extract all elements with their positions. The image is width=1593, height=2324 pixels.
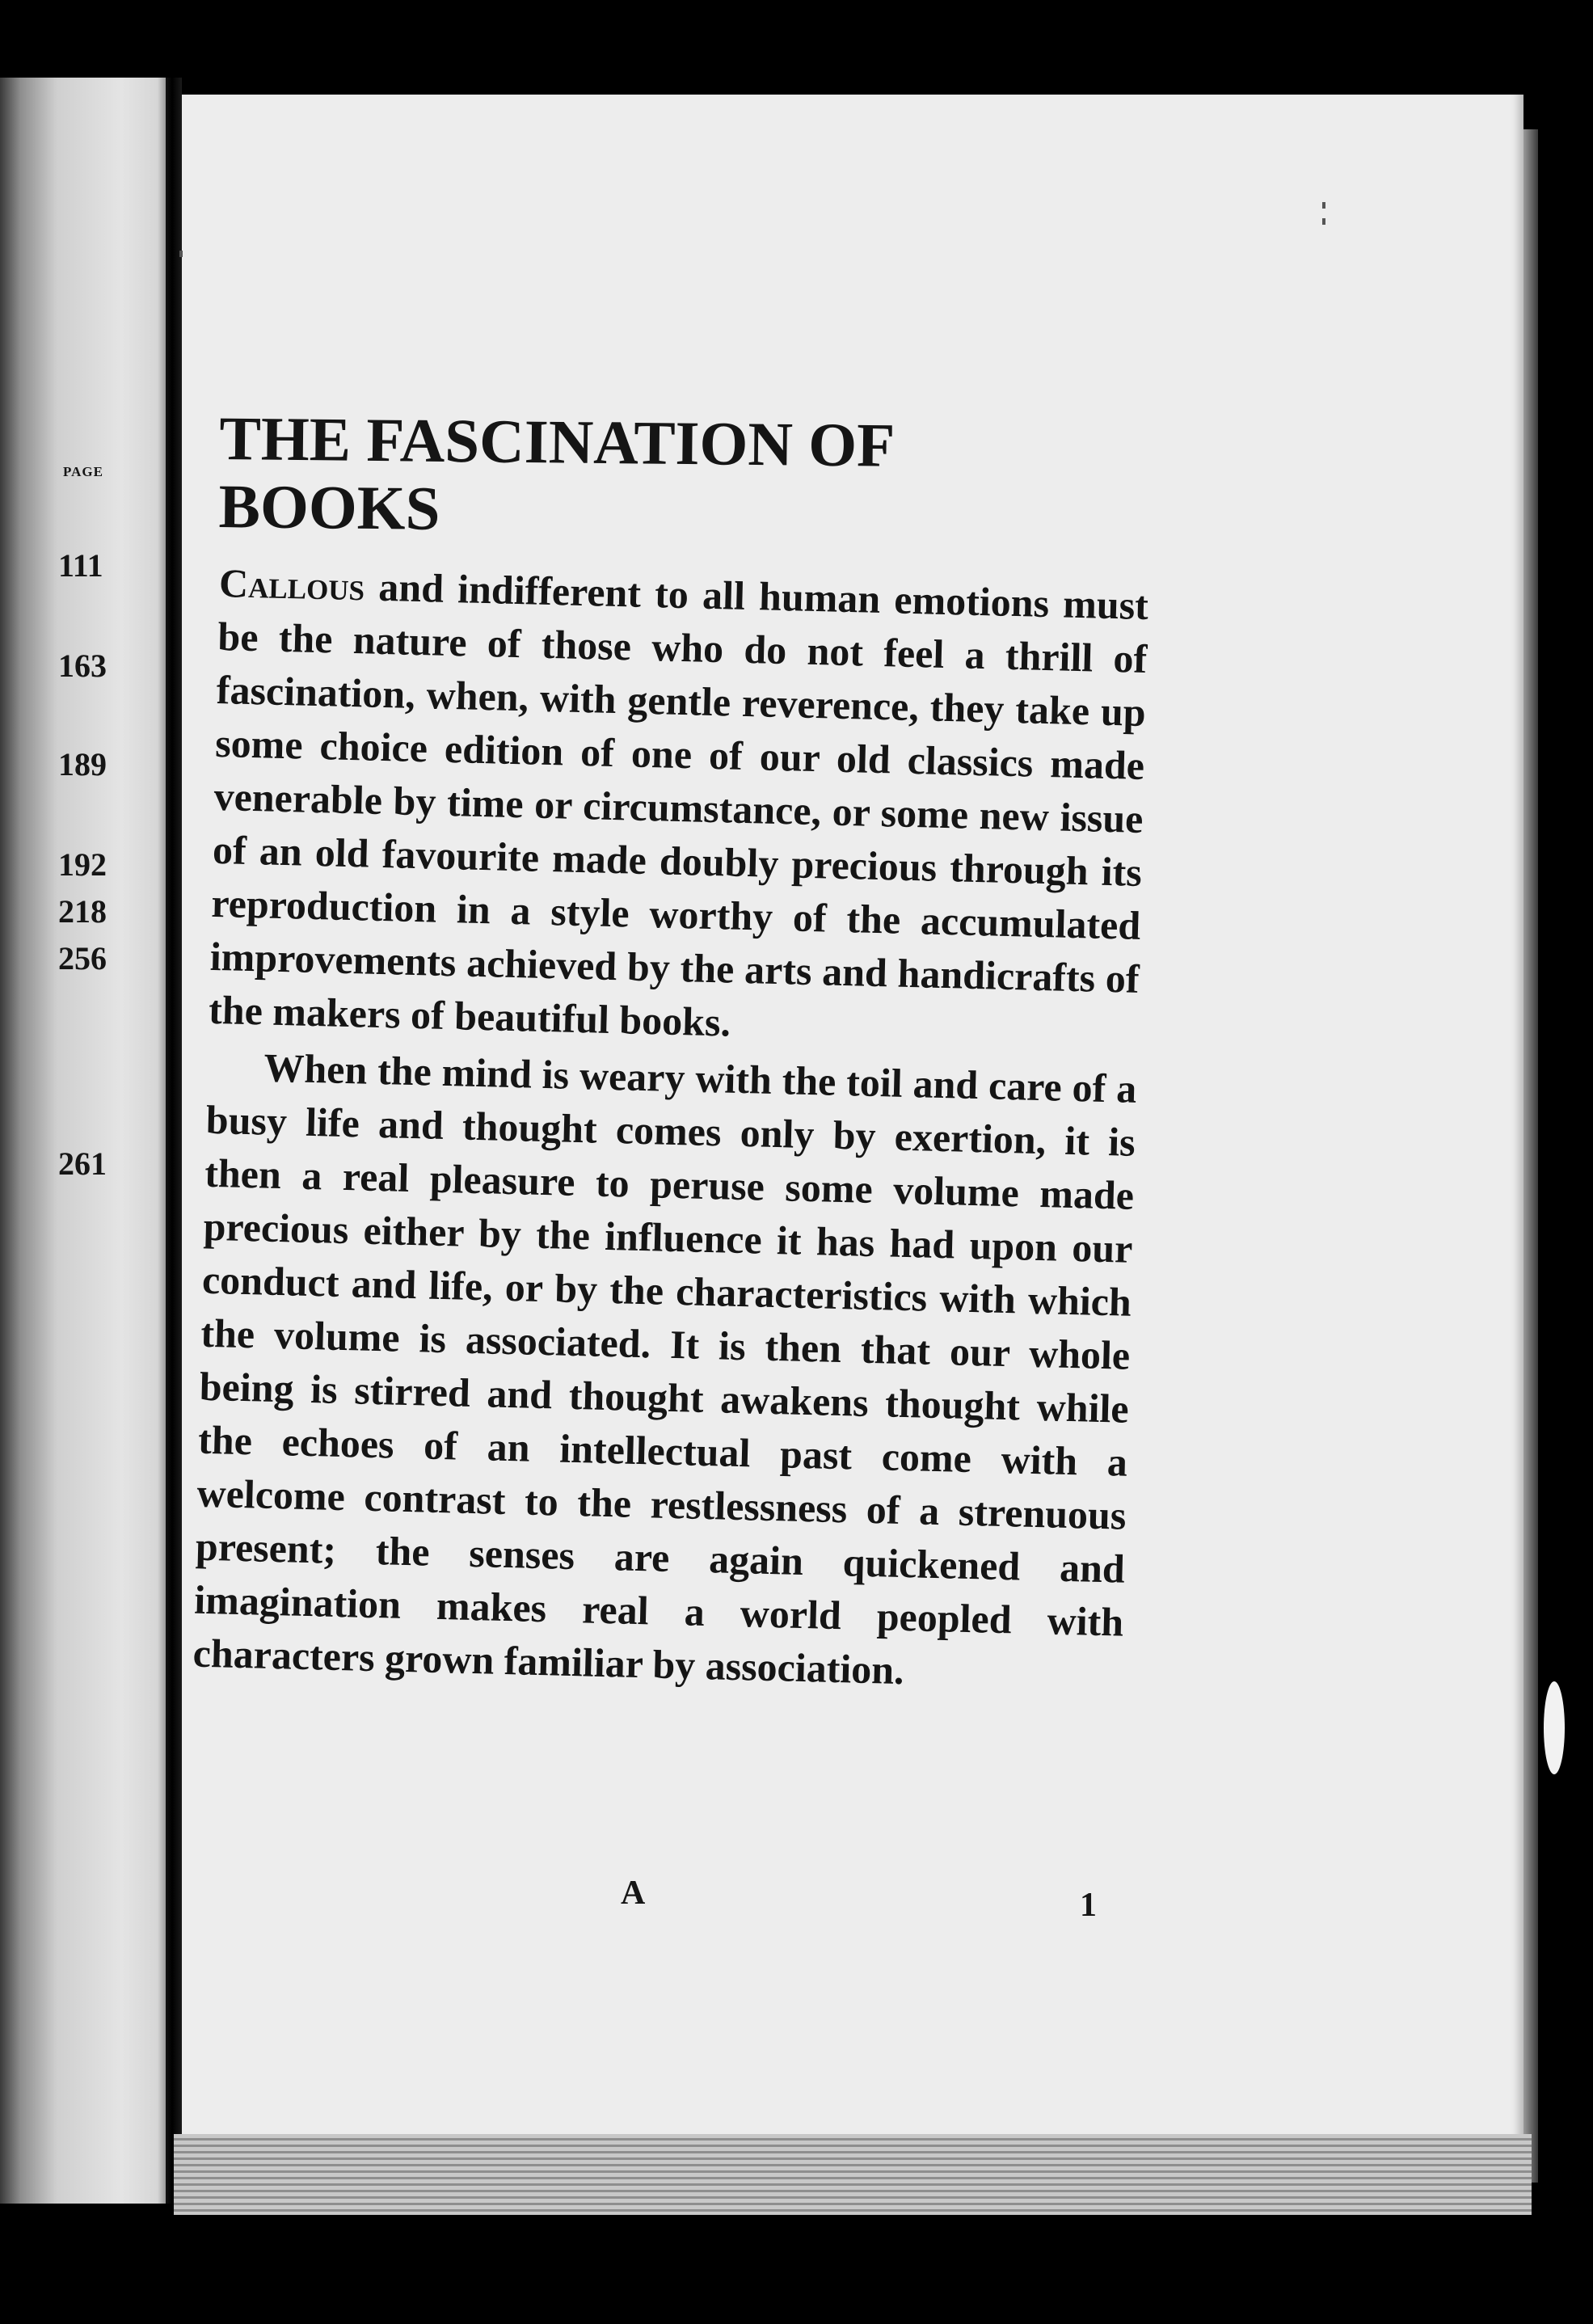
chapter-title-line: THE FASCINATION OF [219,403,896,480]
toc-page-number: 256 [58,940,107,976]
paper-speck [1322,202,1325,209]
paper-blemish [1544,1681,1565,1774]
toc-page-number: 189 [58,746,107,782]
page-number: 1 [1080,1887,1097,1924]
drop-lead-word: Callous [218,559,365,609]
paragraph-text: and indifferent to all human emotions must be the nature of those who do not feel a thrill of fascination, when, with gentle reverence, they take up some choice edition of one of our old classics made venerable by time or circumstance, or some new issue of an old favourite made doubly precious through its reproduction in a style worthy of the accumulated improvements achieved by the arts and handicrafts of the makers of beautiful books. [208,563,1149,1045]
chapter-body [192,556,1149,1702]
toc-page-number: 261 [58,1145,107,1182]
toc-page-number: 218 [58,893,107,930]
chapter-title-line: BOOKS [218,470,440,543]
page-edge [1523,129,1538,2183]
book-gutter [166,78,182,2204]
page-stack-edge [174,2134,1532,2215]
toc-page-number: 163 [58,647,107,684]
signature-mark: A [621,1875,646,1912]
paragraph [208,556,1148,1059]
chapter-title [218,404,895,547]
facing-page [0,78,166,2204]
paper-speck [1322,218,1325,225]
paragraph: When the mind is weary with the toil and care of a busy life and thought comes only by exertion, it is then a real pleasure to peruse some volume made precious either by the influence it has had upon our conduct and life, or by the characteristics with which the volume is associated. It is then that our whole being is stirred and thought awakens thought while the echoes of an intellectual past come with a welcome contrast to the restlessness of a strenuous present; the senses are again quickened and imagination makes real a world peopled with characters grown familiar by association. [192,1044,1137,1693]
paper-speck [179,251,183,257]
toc-page-label: PAGE [63,464,103,479]
toc-page-number: 111 [58,547,103,584]
toc-page-number: 192 [58,846,107,883]
